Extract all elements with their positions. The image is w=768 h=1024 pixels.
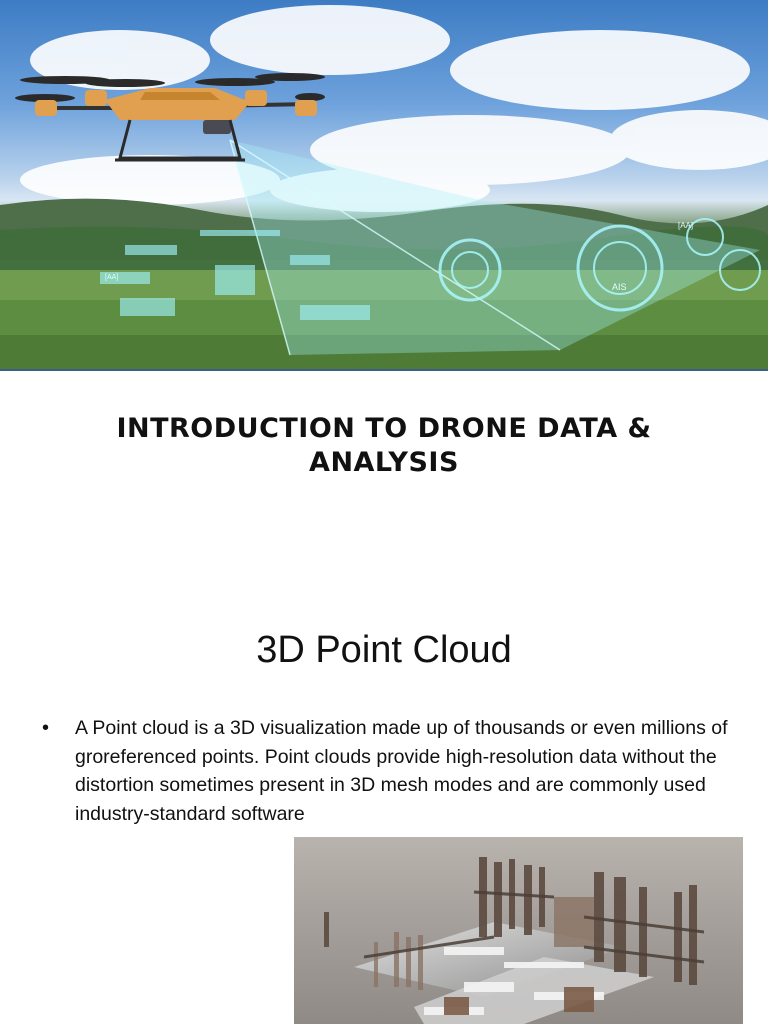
- point-cloud-illustration: [294, 837, 743, 1024]
- bullet-text: A Point cloud is a 3D visualization made up of thousands or even millions of groreferenced points. Point clouds provide high-resolution data without the distortion sometimes present in 3D mesh modes and are commonly used industry-standard software: [75, 717, 728, 825]
- title-line-1: INTRODUCTION TO DRONE DATA &: [116, 413, 652, 444]
- svg-text:[AA]: [AA]: [678, 221, 694, 230]
- hero-border: [0, 369, 768, 371]
- drone-field-illustration: [0, 0, 768, 371]
- section-heading: 3D Point Cloud: [256, 629, 512, 671]
- point-cloud-image: [294, 837, 743, 1024]
- bullet-symbol: •: [42, 717, 50, 739]
- svg-text:[AA]: [AA]: [105, 274, 119, 281]
- svg-text:AIS: AIS: [612, 282, 627, 292]
- title-line-2: ANALYSIS: [309, 447, 459, 478]
- drone-icon: [15, 73, 325, 160]
- hero-image: [0, 0, 768, 371]
- page-title: [40, 412, 728, 480]
